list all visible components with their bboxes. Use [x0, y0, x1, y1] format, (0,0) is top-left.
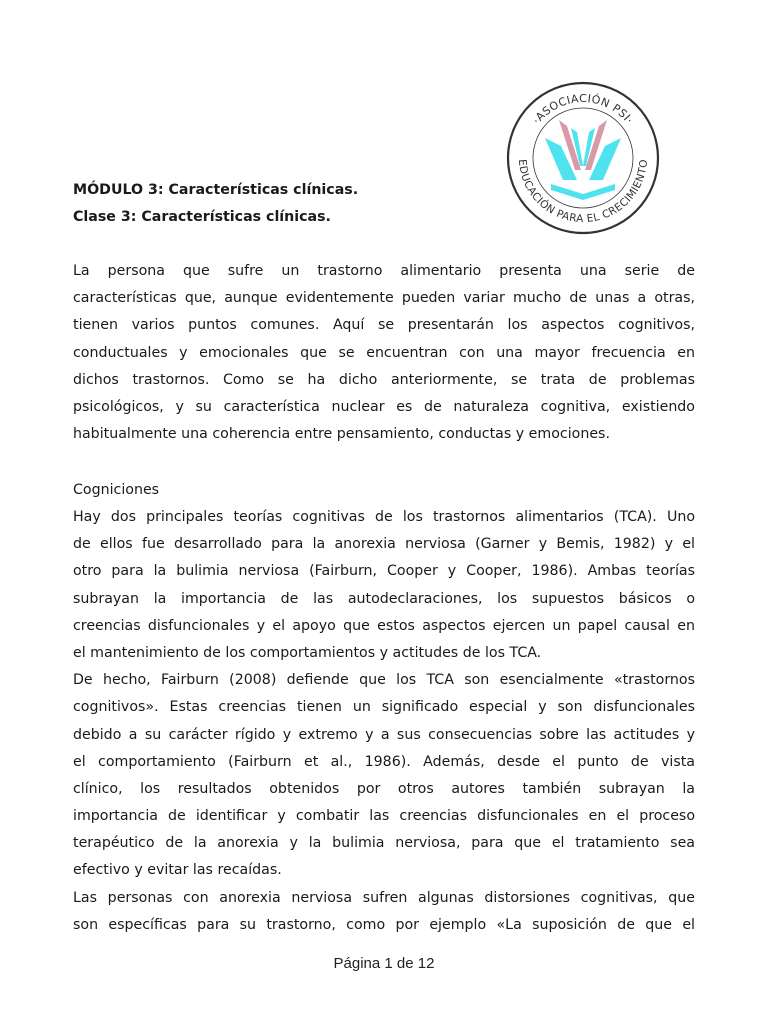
body-line: otro para la bulimia nerviosa (Fairburn, Cooper y Cooper, 1986). Ambas teorías — [73, 563, 695, 580]
asociacion-psi-logo — [505, 80, 661, 236]
body-line: subrayan la importancia de las autodeclaraciones, los supuestos básicos o — [73, 590, 695, 607]
body-line: efectivo y evitar las recaídas. — [73, 862, 282, 879]
page-number: Página 1 de 12 — [333, 955, 435, 972]
intro-line: características que, aunque evidentemente pueden variar mucho de unas a otras, — [73, 290, 695, 307]
body-line: debido a su carácter rígido y extremo y a sus consecuencias sobre las actitudes y — [73, 726, 695, 743]
body-line: el mantenimiento de los comportamientos y actitudes de los TCA. — [73, 644, 542, 661]
intro-line: habitualmente una coherencia entre pensamiento, conductas y emociones. — [73, 426, 610, 443]
body-line: cognitivos». Estas creencias tienen un significado especial y son disfuncionales — [73, 699, 695, 716]
body-line: creencias disfuncionales y el apoyo que estos aspectos ejercen un papel causal en — [73, 617, 695, 634]
intro-paragraph — [73, 258, 695, 448]
body-line: Las personas con anorexia nerviosa sufren algunas distorsiones cognitivas, que — [73, 889, 695, 906]
body-line: importancia de identificar y combatir las creencias disfuncionales en el proceso — [73, 808, 695, 825]
intro-line: dichos trastornos. Como se ha dicho anteriormente, se trata de problemas — [73, 371, 695, 388]
module-title: MÓDULO 3: Características clínicas. — [73, 182, 359, 198]
body-line: el comportamiento (Fairburn et al., 1986). Además, desde el punto de vista — [73, 753, 695, 770]
intro-line: psicológicos, y su característica nuclear es de naturaleza cognitiva, existiendo — [73, 398, 695, 415]
intro-line: conductuales y emocionales que se encuentran con una mayor frecuencia en — [73, 344, 695, 361]
body-line: De hecho, Fairburn (2008) defiende que los TCA son esencialmente «trastornos — [73, 672, 695, 689]
cogniciones-paragraph — [73, 504, 695, 939]
body-line: de ellos fue desarrollado para la anorexia nerviosa (Garner y Bemis, 1982) y el — [73, 536, 695, 553]
intro-line: tienen varios puntos comunes. Aquí se presentarán los aspectos cognitivos, — [73, 317, 695, 334]
section-title-cogniciones: Cogniciones — [73, 482, 160, 498]
logo-top-text: ·ASOCIACIÓN PSI· — [530, 91, 636, 127]
body-line: terapéutico de la anorexia y la bulimia nerviosa, para que el tratamiento sea — [73, 835, 695, 852]
body-line: Hay dos principales teorías cognitivas de los trastornos alimentarios (TCA). Uno — [73, 509, 695, 525]
body-line: son específicas para su trastorno, como por ejemplo «La suposición de que el — [73, 916, 695, 933]
intro-line: La persona que sufre un trastorno alimentario presenta una serie de — [73, 263, 695, 279]
logo-bottom-text: EDUCACIÓN PARA EL CRECIMIENTO — [515, 158, 651, 226]
class-title: Clase 3: Características clínicas. — [73, 209, 331, 225]
body-line: clínico, los resultados obtenidos por otros autores también subrayan la — [73, 780, 695, 797]
